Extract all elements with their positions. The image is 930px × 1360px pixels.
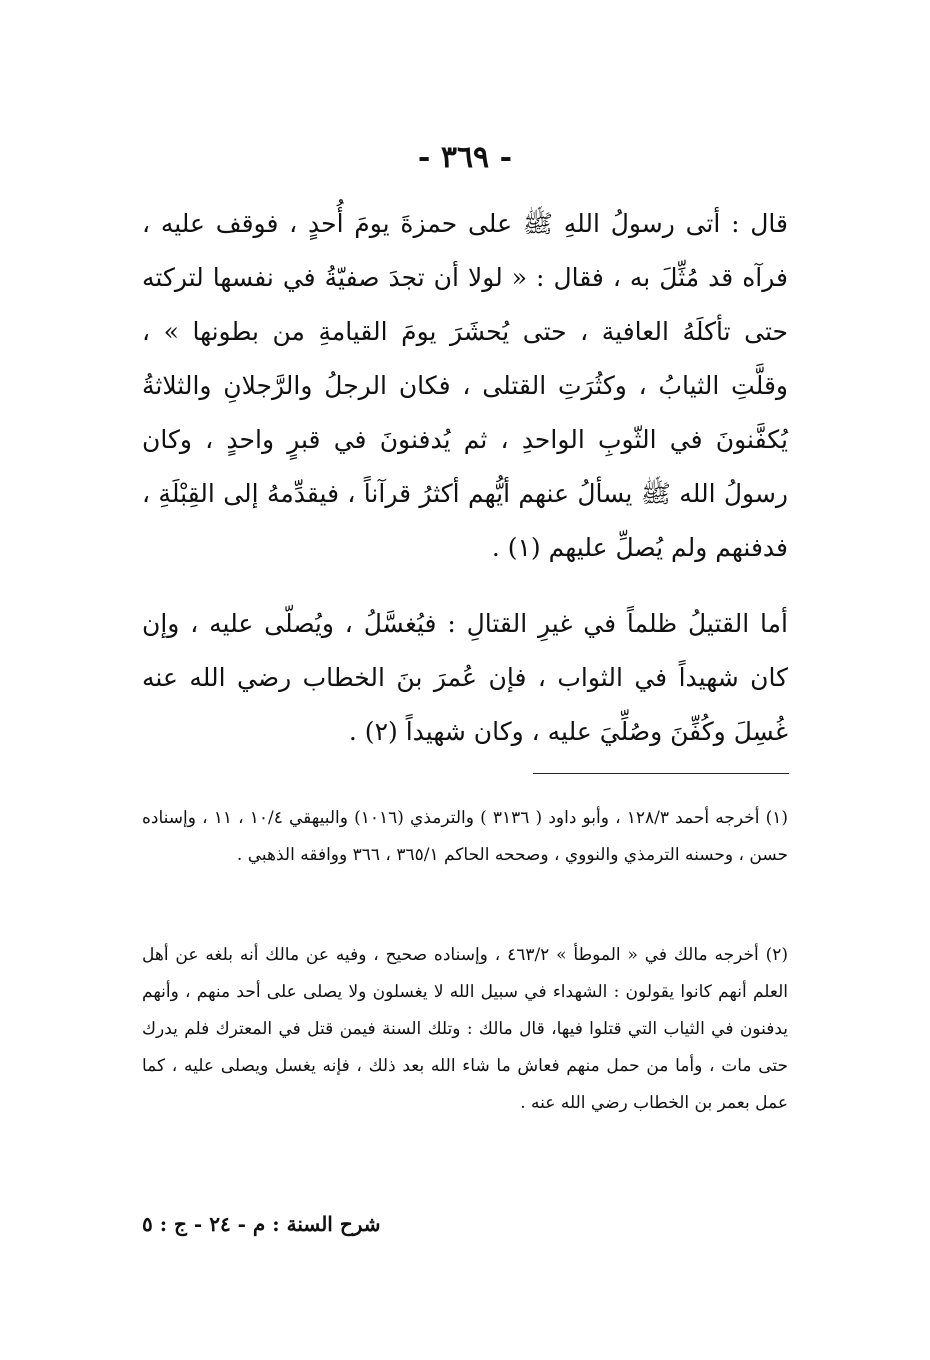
printer-signature: شرح السنة : م - ٢٤ - ج : ٥ [142,1212,381,1236]
footnote-2: (٢) أخرجه مالك في « الموطأ » ٤٦٣/٢ ، وإسناده صحيح ، وفيه عن مالك أنه بلغه عن أهل العلم أنهم كانوا يقولون : الشهداء في سبيل الله لا يغسلون ولا يصلى على أحد منهم ، وأنهم يدفنون في الثياب التي قتلوا فيها، قال مالك : وتلك السنة فيمن قتل في المعترك فلم يدرك حتى مات ، وأما من حمل منهم فعاش ما شاء الله بعد ذلك ، فإنه يغسل ويصلى عليه ، كما عمل بعمر بن الخطاب رضي الله عنه . [142,945,788,1113]
footnote-1: (١) أخرجه أحمد ١٢٨/٣ ، وأبو داود ( ٣١٣٦ ) والترمذي (١٠١٦) والبيهقي ١٠/٤ ، ١١ ، وإسناده حسن ، وحسنه الترمذي والنووي ، وصححه الحاكم ٣٦٥/١ ، ٣٦٦ ووافقه الذهبي . [142,808,789,865]
footnote-divider [533,773,789,774]
main-paragraph-1: قال : أتى رسولُ اللهِ ﷺ على حمزةَ يومَ أُحدٍ ، فوقف عليه ، فرآه قد مُثِّلَ به ، فقال : « لولا أن تجدَ صفيّةُ في نفسها لتركته حتى تأكلَهُ العافية ، حتى يُحشَرَ يومَ القيامةِ من بطونها » ، وقلَّتِ الثيابُ ، وكثُرَتِ القتلى ، فكان الرجلُ والرَّجلانِ والثلاثةُ يُكفَّنونَ في الثّوبِ الواحدِ ، ثم يُدفنونَ في قبرٍ واحدٍ ، وكان رسولُ الله ﷺ يسألُ عنهم أيُّهم أكثرُ قرآناً ، فيقدِّمهُ إلى القِبْلَةِ ، فدفنهم ولم يُصلِّ عليهم (١) . [142,209,788,562]
page-number: - ٣٦٩ - [417,140,513,175]
main-paragraph-2: أما القتيلُ ظلماً في غيرِ القتالِ : فيُغسَّلُ ، ويُصلّى عليه ، وإن كان شهيداً في الثواب ، فإن عُمرَ بنَ الخطاب رضي الله عنه غُسِلَ وكُفِّنَ وصُلِّيَ عليه ، وكان شهيداً (٢) . [142,609,788,746]
